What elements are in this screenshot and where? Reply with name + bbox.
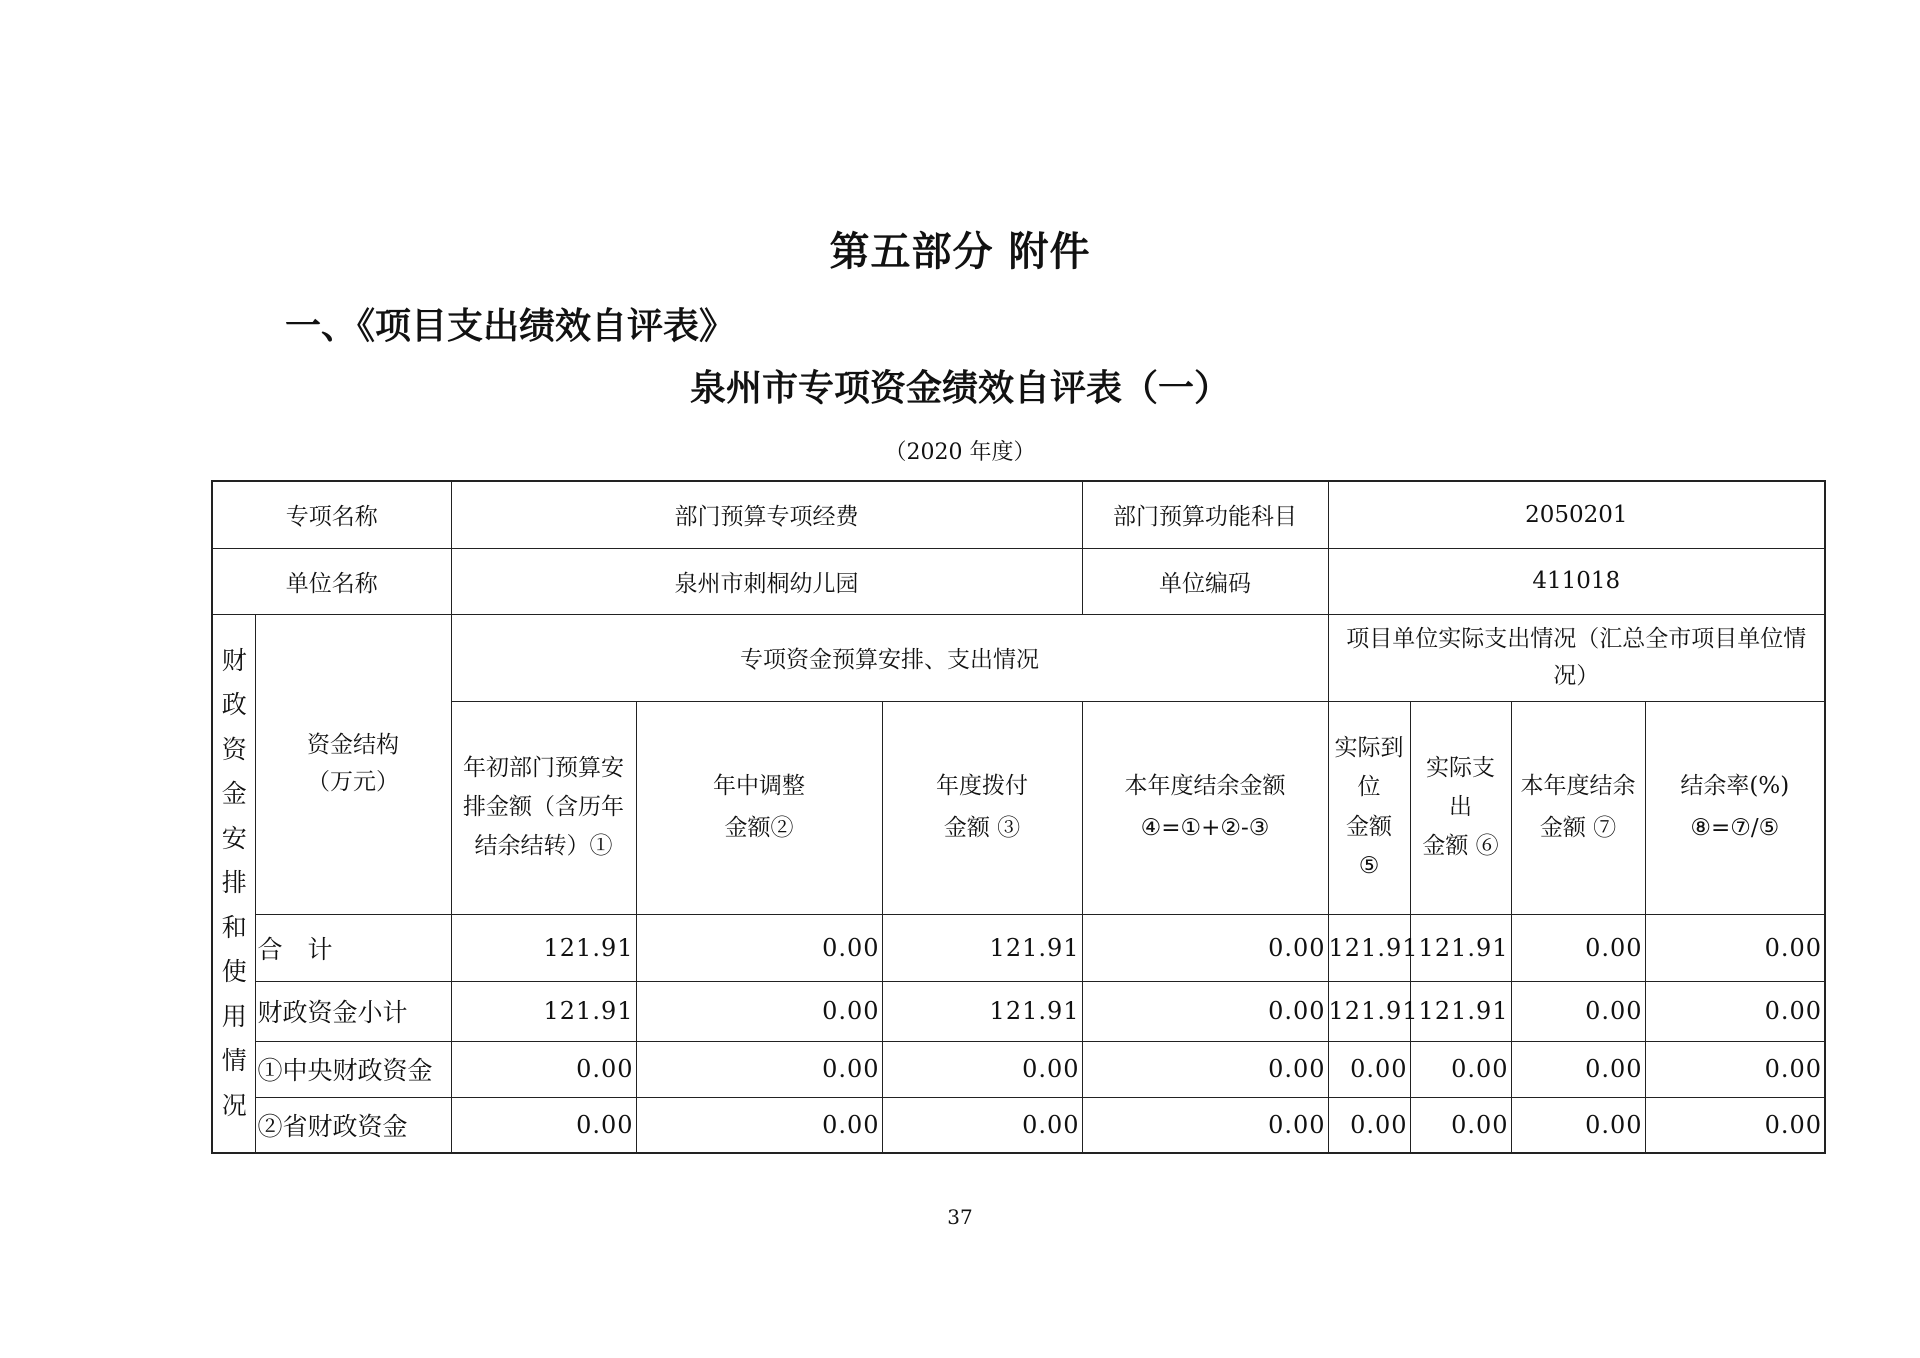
value-cell: 0.00 xyxy=(1645,914,1825,981)
self-evaluation-table xyxy=(211,480,1826,1154)
col7-line2: 金额 ⑦ xyxy=(1539,814,1617,841)
col5-header xyxy=(1328,701,1410,914)
col4-header xyxy=(1082,701,1328,914)
col4-line2: ④=①+②-③ xyxy=(1140,814,1270,841)
col8-line1: 结余率(%) xyxy=(1680,773,1790,800)
value-cell: 0.00 xyxy=(1645,1041,1825,1097)
value-cell: 0.00 xyxy=(1328,1097,1410,1153)
value-cell: 0.00 xyxy=(1511,981,1645,1041)
value-cell: 121.91 xyxy=(451,981,636,1041)
side-label: 财政资金安排和使用情况 xyxy=(221,645,247,1120)
col8-line2: ⑧=⑦/⑤ xyxy=(1690,814,1780,841)
col3-line2: 金额 ③ xyxy=(943,814,1021,841)
unit-name-label: 单位名称 xyxy=(212,548,451,614)
actual-group-header xyxy=(1328,614,1825,701)
value-cell: 0.00 xyxy=(636,981,882,1041)
value-cell: 121.91 xyxy=(1410,981,1511,1041)
value-cell: 0.00 xyxy=(636,914,882,981)
value-cell: 121.91 xyxy=(882,981,1082,1041)
structure-header xyxy=(255,614,451,914)
col4-line1: 本年度结余金额 xyxy=(1124,773,1286,800)
year-label: （2020 年度） xyxy=(884,440,1036,465)
group-header-row xyxy=(212,614,1825,701)
unit-code-label: 单位编码 xyxy=(1082,548,1328,614)
value-cell: 0.00 xyxy=(1082,981,1328,1041)
section-title: 一、《项目支出绩效自评表》 xyxy=(285,306,736,347)
structure-unit: （万元） xyxy=(307,769,399,795)
row-label: ②省财政资金 xyxy=(255,1097,451,1153)
col6-line1: 实际支 xyxy=(1426,754,1496,781)
value-cell: 0.00 xyxy=(882,1097,1082,1153)
row-label: ①中央财政资金 xyxy=(255,1041,451,1097)
col5-line2: 位 xyxy=(1357,774,1381,801)
value-cell: 0.00 xyxy=(1410,1097,1511,1153)
table-row xyxy=(212,1041,1825,1097)
value-cell: 121.91 xyxy=(1328,914,1410,981)
value-cell: 0.00 xyxy=(1410,1041,1511,1097)
value-cell: 0.00 xyxy=(1082,914,1328,981)
side-label-cell xyxy=(212,614,255,1153)
actual-group-line2: 况） xyxy=(1553,662,1600,689)
col2-line2: 金额② xyxy=(724,814,794,841)
table-row xyxy=(212,1097,1825,1153)
value-cell: 0.00 xyxy=(1082,1041,1328,1097)
value-cell: 121.91 xyxy=(1410,914,1511,981)
col6-header xyxy=(1410,701,1511,914)
page-number: 37 xyxy=(947,1205,973,1229)
part-title: 第五部分 附件 xyxy=(829,229,1091,275)
col1-line1: 年初部门预算安 xyxy=(463,754,624,781)
col2-line1: 年中调整 xyxy=(713,773,805,800)
table-row xyxy=(212,981,1825,1041)
item-name-label: 专项名称 xyxy=(212,481,451,548)
table-title: 泉州市专项资金绩效自评表（一） xyxy=(689,368,1230,409)
info-row-2 xyxy=(212,548,1825,614)
value-cell: 0.00 xyxy=(1511,1041,1645,1097)
info-row-1 xyxy=(212,481,1825,548)
value-cell: 0.00 xyxy=(882,1041,1082,1097)
value-cell: 0.00 xyxy=(1082,1097,1328,1153)
actual-group-line1: 项目单位实际支出情况（汇总全市项目单位情 xyxy=(1346,625,1807,652)
col5-line1: 实际到 xyxy=(1334,735,1404,762)
value-cell: 0.00 xyxy=(1511,914,1645,981)
value-cell: 0.00 xyxy=(451,1041,636,1097)
col3-line1: 年度拨付 xyxy=(936,773,1029,800)
col3-header xyxy=(882,701,1082,914)
unit-code-value: 411018 xyxy=(1328,548,1825,614)
value-cell: 0.00 xyxy=(1328,1041,1410,1097)
col1-line3: 结余结转）① xyxy=(474,833,613,860)
row-label: 财政资金小计 xyxy=(255,981,451,1041)
row-label: 合 计 xyxy=(255,914,451,981)
value-cell: 0.00 xyxy=(636,1097,882,1153)
col1-header xyxy=(451,701,636,914)
col5-line3: 金额 xyxy=(1346,813,1393,840)
col7-line1: 本年度结余 xyxy=(1520,773,1636,800)
table-row xyxy=(212,914,1825,981)
col6-line3: 金额 ⑥ xyxy=(1422,833,1499,860)
col2-header xyxy=(636,701,882,914)
value-cell: 0.00 xyxy=(1645,1097,1825,1153)
value-cell: 121.91 xyxy=(1328,981,1410,1041)
value-cell: 0.00 xyxy=(1511,1097,1645,1153)
col7-header xyxy=(1511,701,1645,914)
func-subject-label: 部门预算功能科目 xyxy=(1082,481,1328,548)
value-cell: 121.91 xyxy=(882,914,1082,981)
value-cell: 0.00 xyxy=(636,1041,882,1097)
item-name-value: 部门预算专项经费 xyxy=(451,481,1082,548)
col8-header xyxy=(1645,701,1825,914)
col6-line2: 出 xyxy=(1449,793,1473,820)
unit-name-value: 泉州市刺桐幼儿园 xyxy=(451,548,1082,614)
value-cell: 121.91 xyxy=(451,914,636,981)
column-header-row xyxy=(212,701,1825,914)
budget-group-header: 专项资金预算安排、支出情况 xyxy=(451,614,1328,701)
func-subject-value: 2050201 xyxy=(1328,481,1825,548)
value-cell: 0.00 xyxy=(1645,981,1825,1041)
col1-line2: 排金额（含历年 xyxy=(463,793,624,820)
value-cell: 0.00 xyxy=(451,1097,636,1153)
structure-label: 资金结构 xyxy=(307,732,399,759)
col5-line4: ⑤ xyxy=(1358,852,1380,879)
